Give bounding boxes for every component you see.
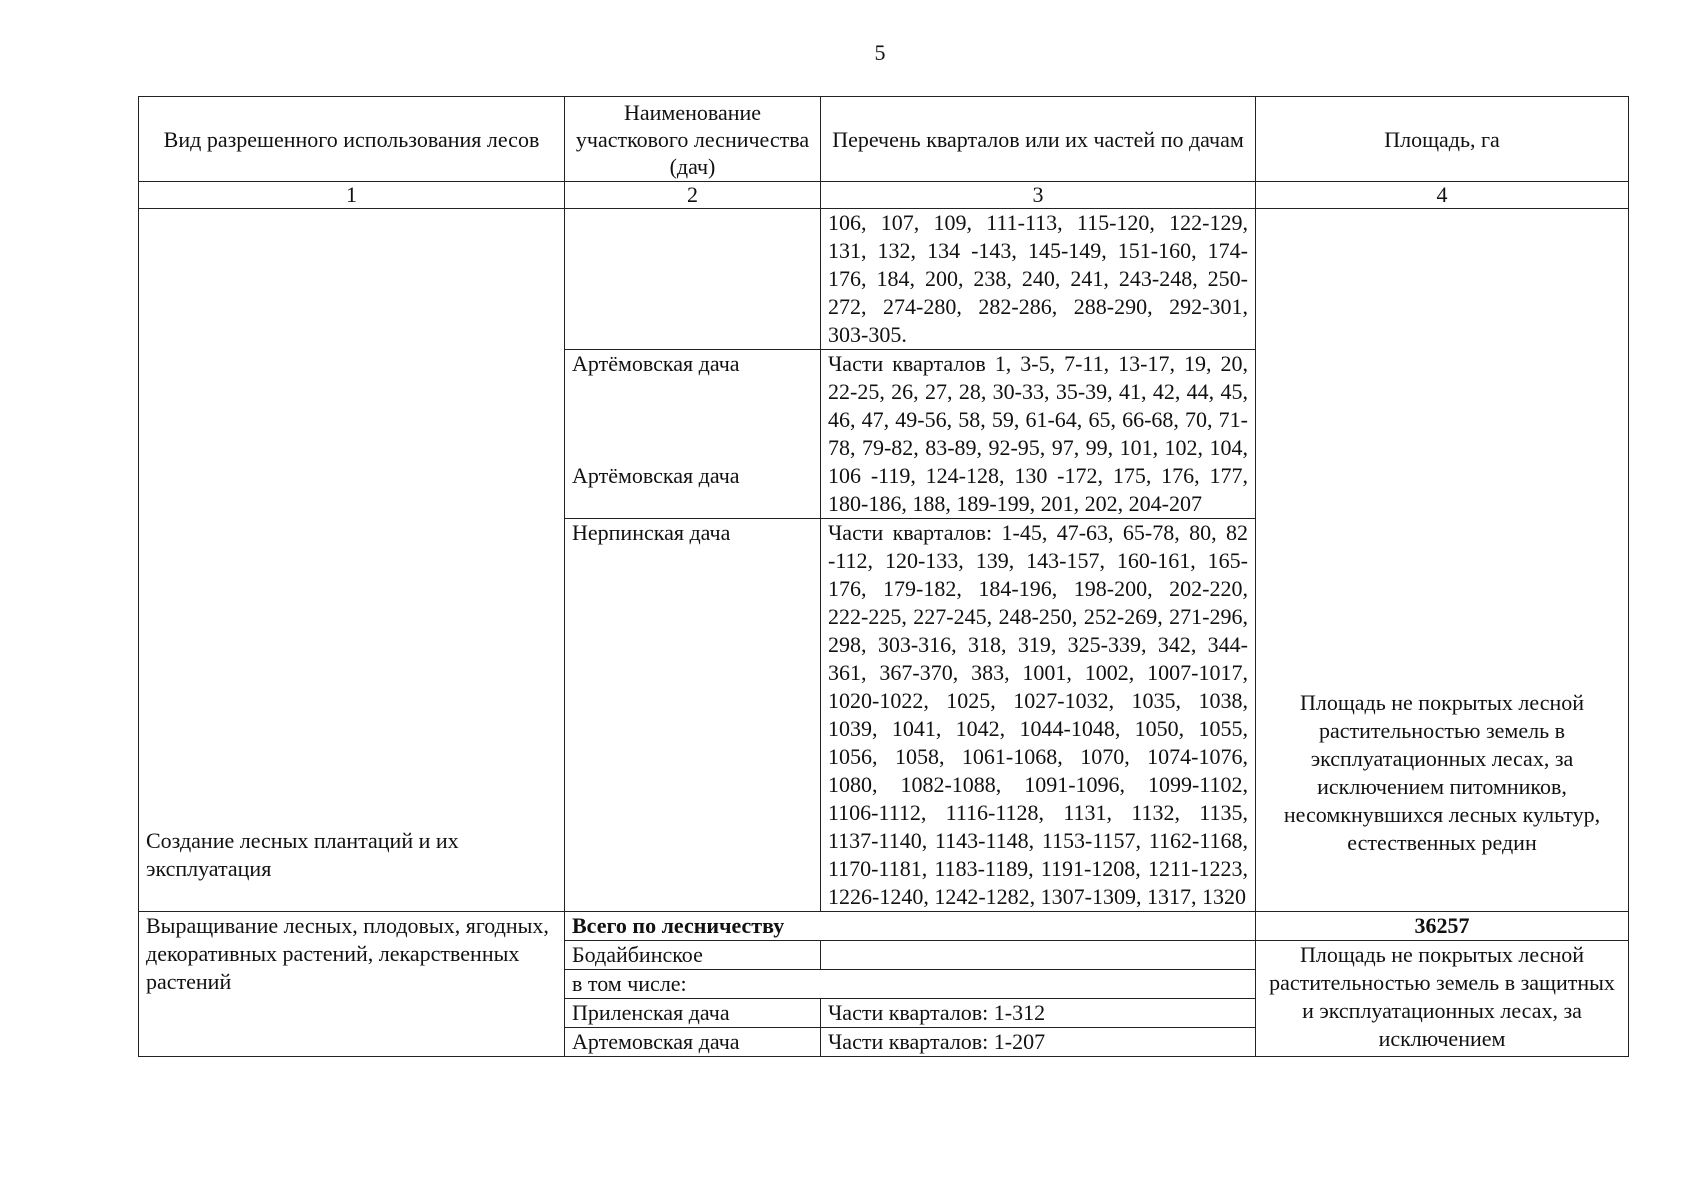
- empty-cell: [821, 941, 1256, 970]
- forestry-name: Бодайбинское: [565, 941, 821, 970]
- quarters-cell: Части кварталов: 1-207: [821, 1028, 1256, 1057]
- including-label: в том числе:: [565, 970, 1256, 999]
- quarters-cell: 106, 107, 109, 111-113, 115-120, 122-129, 131, 132, 134 -143, 145-149, 151-160, 174-176, 184, 200, 238, 240, 241, 243-248, 250-272, 274-280, 282-286, 288-290, 292-301, 303-305.: [821, 209, 1256, 350]
- header-forestry-name: Наименование участкового лесничества (дач): [565, 97, 821, 182]
- dacha-cell: Приленская дача: [565, 999, 821, 1028]
- area-cell: Площадь не покрытых лесной растительностью земель в эксплуатационных лесах, за исключением питомников, несомкнувшихся лесных культур, естественных редин: [1256, 209, 1629, 912]
- quarters-cell: Части кварталов: 1-45, 47-63, 65-78, 80, 82 -112, 120-133, 139, 143-157, 160-161, 165-176, 179-182, 184-196, 198-200, 202-220, 222-225, 227-245, 248-250, 252-269, 271-296, 298, 303-316, 318, 319, 325-339, 342, 344-361, 367-370, 383, 1001, 1002, 1007-1017, 1020-1022, 1025, 1027-1032, 1035, 1038, 1039, 1041, 1042, 1044-1048, 1050, 1055, 1056, 1058, 1061-1068, 1070, 1074-1076, 1080, 1082-1088, 1091-1096, 1099-1102, 1106-1112, 1116-1128, 1131, 1132, 1135, 1137-1140, 1143-1148, 1153-1157, 1162-1168, 1170-1181, 1183-1189, 1191-1208, 1211-1223, 1226-1240, 1242-1282, 1307-1309, 1317, 1320: [821, 519, 1256, 912]
- total-value: 36257: [1256, 912, 1629, 941]
- use-type-cell: Создание лесных плантаций и их эксплуатация: [139, 209, 565, 912]
- column-number: 4: [1256, 182, 1629, 209]
- table-row: [139, 912, 1629, 941]
- dacha-name: Артёмовская дача: [572, 463, 740, 488]
- header-use-type: Вид разрешенного использования лесов: [139, 97, 565, 182]
- column-number: 2: [565, 182, 821, 209]
- dacha-cell: [565, 209, 821, 350]
- dacha-name: Артёмовская дача: [572, 351, 740, 376]
- column-number: 1: [139, 182, 565, 209]
- header-area: Площадь, га: [1256, 97, 1629, 182]
- quarters-cell: Части кварталов 1, 3-5, 7-11, 13-17, 19, 20, 22-25, 26, 27, 28, 30-33, 35-39, 41, 42, 44, 45, 46, 47, 49-56, 58, 59, 61-64, 65, 66-68, 70, 71-78, 79-82, 83-89, 92-95, 97, 99, 101, 102, 104, 106 -119, 124-128, 130 -172, 175, 176, 177, 180-186, 188, 189-199, 201, 202, 204-207: [821, 350, 1256, 519]
- header-quarters-list: Перечень кварталов или их частей по дачам: [821, 97, 1256, 182]
- dacha-cell: Нерпинская дача: [565, 519, 821, 912]
- dacha-cell: [565, 350, 821, 519]
- column-number: 3: [821, 182, 1256, 209]
- forest-use-table: [138, 96, 1629, 1057]
- quarters-cell: Части кварталов: 1-312: [821, 999, 1256, 1028]
- dacha-cell: Артемовская дача: [565, 1028, 821, 1057]
- table-row: [139, 209, 1629, 350]
- total-label: Всего по лесничеству: [565, 912, 1256, 941]
- area-cell: Площадь не покрытых лесной растительностью земель в защитных и эксплуатационных лесах, за исключением: [1256, 941, 1629, 1057]
- header-row: [139, 97, 1629, 182]
- use-type-cell: Выращивание лесных, плодовых, ягодных, декоративных растений, лекарственных растений: [139, 912, 565, 1057]
- page-number: 5: [874, 40, 886, 65]
- column-number-row: [139, 182, 1629, 209]
